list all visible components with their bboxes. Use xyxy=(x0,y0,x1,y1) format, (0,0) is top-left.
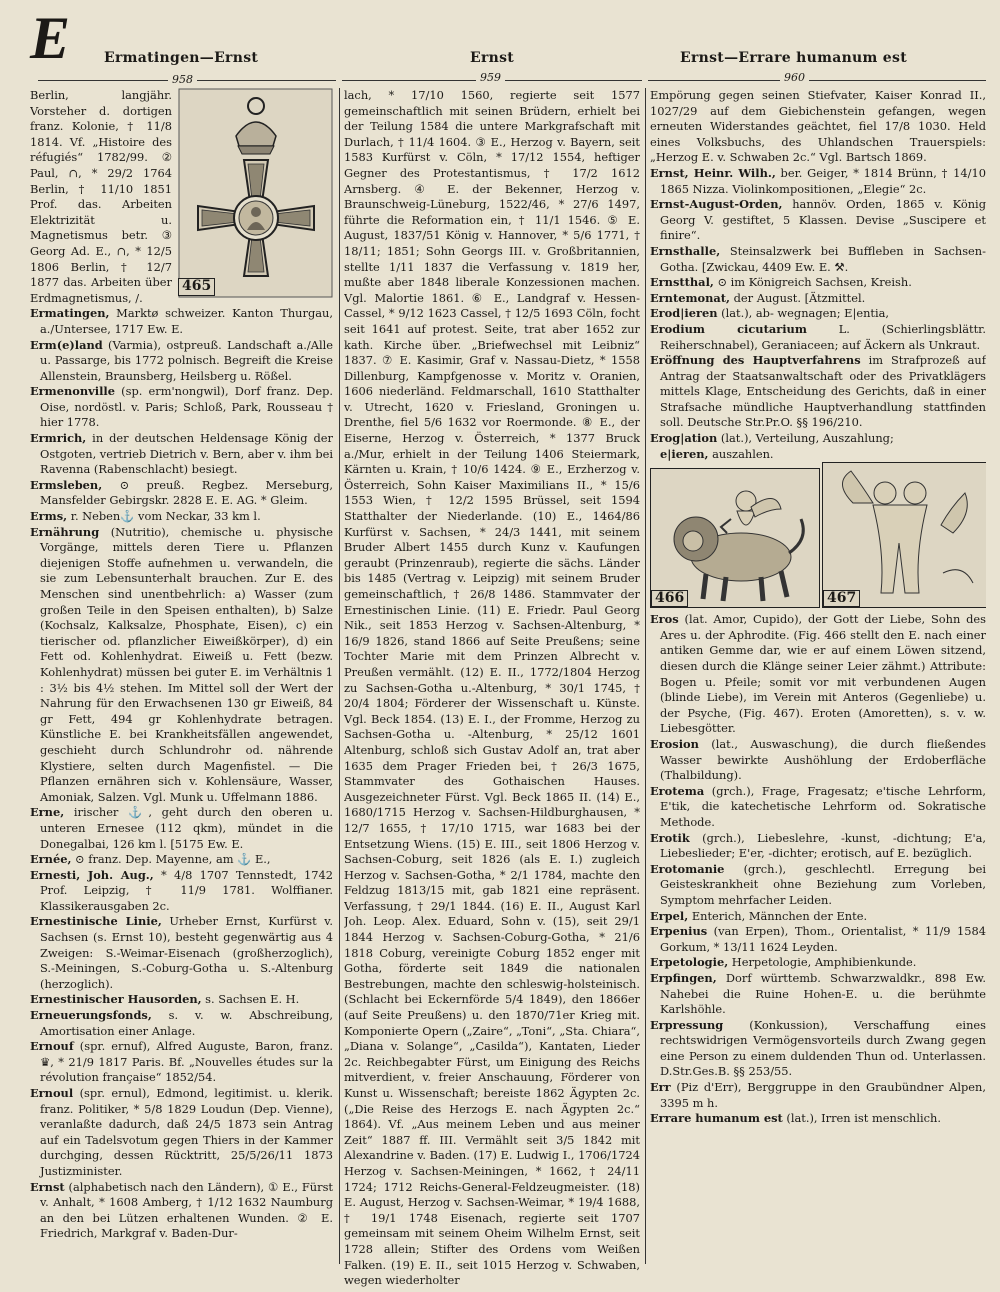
headword: Erpel, xyxy=(650,908,689,923)
headword: Ermatingen, xyxy=(30,306,110,321)
column-divider-1 xyxy=(339,88,340,1264)
entry-text: (grch.), Frage, Fragesatz; e'tische Lehrform, E'tik, die katechetische Lehrform od. Sokratische Methode. xyxy=(660,783,986,829)
entry-text: ⊙ franz. Dep. Mayenne, am ⚓ E., xyxy=(71,852,271,867)
entry-eros xyxy=(650,612,986,737)
entry-erntemonat xyxy=(650,291,986,307)
entry-errare xyxy=(650,1111,986,1127)
order-cross-icon xyxy=(178,88,333,298)
headword: Ermsleben, xyxy=(30,477,103,492)
entry-text: * 4/8 1707 Tennstedt, 1742 Prof. Leipzig, † 11/9 1781. Wolffianer. Klassikerausgaben 2c. xyxy=(40,867,333,913)
headword: Ernouf xyxy=(30,1039,74,1054)
headword: Erodium cicutarium xyxy=(650,321,807,336)
entry-ernst-heinr xyxy=(650,166,986,197)
page-number-right: 960 xyxy=(780,71,809,84)
entry-ermatingen xyxy=(30,306,333,337)
headword: Erntemonat, xyxy=(650,290,731,305)
entry-ernee xyxy=(30,852,333,868)
entry-continuation: Empörung gegen seinen Stiefvater, Kaiser Konrad II., 1027/29 auf dem Giebichenstein gefangen, wegen erneuten Widerstandes geächtet, fiel 17/8 1030. Held eines Volksbuchs, des Uhlandschen Trauerspiels: „Herzog E. v. Schwaben 2c.“ Vgl. Bartsch 1869. xyxy=(650,88,986,165)
figure-467 xyxy=(822,462,986,608)
headword: Ernoul xyxy=(30,1086,74,1100)
entry-text: ⊙ preuß. Regbez. Merseburg, Mansfelder Gebirgskr. 2828 E. E. AG. * Gleim. xyxy=(40,477,333,508)
entry-text: hannöv. Orden, 1865 v. König Georg V. gestiftet, 5 Klassen. Devise „Suscipere et finire“. xyxy=(660,197,986,243)
entry-text: (lat., Auswaschung), die durch fließendes Wasser bewirkte Aushöhlung der Erdoberfläche (Thalbildung). xyxy=(660,737,986,783)
entry-text: (spr. ernul), Edmond, legitimist. u. klerik. franz. Politiker, * 5/8 1829 Loudun (Dep. Vienne), veranlaßte dadurch, daß 24/5 1873 sein Antrag auf ein Tadelsvotum gegen Thiers in der Kammer durchging, dessen Rücktritt, 25/5/26/11 1873 Justizminister. xyxy=(40,1086,333,1178)
headword: Erotomanie xyxy=(650,861,725,876)
entry-text: L. (Schierlingsblättr. Reiherschnabel), Geraniaceen; auf Äckern als Unkraut. xyxy=(660,321,986,352)
entry-erotema xyxy=(650,784,986,831)
headword: Ernesti, Joh. Aug., xyxy=(30,867,154,882)
headword: Erog|ation xyxy=(650,431,718,446)
header-rule-right xyxy=(648,80,986,81)
figures-466-467 xyxy=(650,462,986,612)
headword: Ermenonville xyxy=(30,384,115,399)
entry-text: (lat.), ab- wegnagen; E|entia, xyxy=(717,306,890,321)
entry-ernestinischer-hausorden xyxy=(30,992,333,1008)
entry-ernouf xyxy=(30,1039,333,1086)
entry-ernaehrung xyxy=(30,525,333,806)
headword: Erne, xyxy=(30,805,65,820)
entry-erne xyxy=(30,805,333,852)
cherubs-embrace-icon xyxy=(823,463,986,607)
entry-erotomanie xyxy=(650,862,986,909)
entry-text: Enterich, Männchen der Ente. xyxy=(688,908,868,923)
headword: Erod|ieren xyxy=(650,306,718,321)
headword: e|ieren, xyxy=(660,446,709,461)
entry-text: Steinsalzwerk bei Buffleben in Sachsen-Gotha. [Zwickau, 4409 Ew. E. ⚒. xyxy=(660,243,986,274)
headword: Eröffnung des Hauptverfahrens xyxy=(650,353,861,368)
headword: Ernst-August-Orden, xyxy=(650,197,783,212)
headword: Erneuerungsfonds, xyxy=(30,1008,152,1023)
figure-465-number: 465 xyxy=(178,278,215,296)
entry-text: (sp. erm'nongwil), Dorf franz. Dep. Oise, nordöstl. v. Paris; Schloß, Park, Rousseau † hier 1778. xyxy=(40,384,333,430)
headword: Erpenius xyxy=(650,924,708,939)
entry-text: r. Neben⚓ vom Neckar, 33 km l. xyxy=(67,509,261,524)
headword: Ermrich, xyxy=(30,431,87,446)
section-letter: E xyxy=(30,5,71,71)
entry-erpetologie xyxy=(650,955,986,971)
figure-466-number: 466 xyxy=(651,590,688,608)
entry-text: (grch.), Liebeslehre, -kunst, -dichtung; E'a, Liebeslieder; E'er, -dichter; erotisch, auf E. bezüglich. xyxy=(660,830,986,861)
figure-465 xyxy=(178,88,333,298)
column-1 xyxy=(30,88,333,1292)
entry-erosion xyxy=(650,737,986,784)
entry-text: ⊙ im Königreich Sachsen, Kreish. xyxy=(713,275,912,290)
headword: Ernestinische Linie, xyxy=(30,914,162,929)
entry-text: (Konkussion), Verschaffung eines rechtswidrigen Vermögensvorteils durch Zwang gegen eine Person zu einem duldenden Thun od. Unterlassen. D.Str.Ges.B. §§ 253/55. xyxy=(660,1017,986,1079)
headword: Errare humanum est xyxy=(650,1111,783,1126)
entry-text: in der deutschen Heldensage König der Ostgoten, vertrieb Dietrich v. Bern, aber v. ihm bei Ravenna (Rabenschlacht) besiegt. xyxy=(40,431,333,477)
entry-text: (spr. ernuf), Alfred Auguste, Baron, franz. ♛, * 21/9 1817 Paris. Bf. „Nouvelles études sur la révolution française“ 1852/54. xyxy=(40,1039,333,1085)
column-3 xyxy=(650,88,986,1292)
entry-text: s. Sachsen E. H. xyxy=(201,992,300,1007)
entry-text: (lat.), Irren ist menschlich. xyxy=(782,1111,941,1126)
cherub-lion-icon xyxy=(651,469,819,607)
entry-text: Marktø schweizer. Kanton Thurgau, a./Untersee, 1717 Ew. E. xyxy=(40,306,333,336)
entry-erms xyxy=(30,509,333,525)
entry-text: (lat.), Verteilung, Auszahlung; xyxy=(717,431,894,446)
header-right: Ernst—Errare humanum est xyxy=(680,50,907,66)
entry-ernst-continued: lach, * 17/10 1560, regierte seit 1577 gemeinschaftlich mit seinen Brüdern, erhielt bei der Teilung 1584 die untere Markgrafschaft mit Durlach, † 11/4 1604. ③ E., Herzog v. Bayern, seit 1583 Kurfürst v. Cöln, * 17/12 1554, heftiger Gegner des Protestantismus, † 17/2 1612 Arnsberg. ④ E. der Bekenner, Herzog v. Braunschweig-Lüneburg, 1522/46, * 27/6 1497, führte die Reformation ein, † 11/1 1546. ⑤ E. August, 1837/51 König v. Hannover, * 5/6 1771, † 18/11; 1851; Sohn Georgs III. v. Großbritannien, stellte 1/11 1837 die Verfassung v. 1819 her, mußte aber 1848 liberale Konzessionen machen. Vgl. Malortie 1861. ⑥ E., Landgraf v. Hessen-Cassel, * 9/12 1623 Cassel, † 12/5 1693 Cöln, focht seit 1641 auf protest. Seite, trat aber 1652 zur kath. Kirche über. „Briefwechsel mit Leibniz“ 1837. ⑦ E. Kasimir, Graf v. Nassau-Dietz, * 1558 Dillenburg, Kampfgenosse v. Moritz v. Oranien, 1606 niederländ. Feldmarschall, 1610 Statthalter v. Utrecht, 1620 v. Friesland, Groningen u. Drenthe, fiel 5/6 1632 vor Roermonde. ⑧ E., der Eiserne, Herzog v. Österreich, * 1377 Bruck a./Mur, erhielt in der Teilung 1406 Steiermark, Kärnten u. Krain, † 10/6 1424. ⑨ E., Erzherzog v. Österreich, Sohn Kaiser Maximilians II., * 15/6 1553 Wien, † 12/2 1595 Brüssel, seit 1594 Statthalter der Niederlande. (10) E., 1464/86 Kurfürst v. Sachsen, * 24/3 1441, mit seinem Bruder Albert 1455 durch Kunz v. Kaufungen geraubt (Prinzenraub), regierte die sächs. Länder bis 1485 (Vertrag v. Leipzig) mit seinem Bruder gemeinschaftlich, † 26/8 1486. Stammvater der Ernestinischen Linie. (11) E. Friedr. Paul Georg Nik., seit 1853 Herzog v. Sachsen-Altenburg, * 16/9 1826, stand 1866 auf Seite Preußens; seine Tochter Marie mit dem Prinzen Albrecht v. Preußen vermählt. (12) E. II., 1772/1804 Herzog zu Sachsen-Gotha u.-Altenburg, * 30/1 1745, † 20/4 1804; Förderer der Wissenschaft u. Künste. Vgl. Beck 1854. (13) E. I., der Fromme, Herzog zu Sachsen-Gotha u. -Altenburg, * 25/12 1601 Altenburg, schloß sich Gustav Adolf an, trat aber 1635 dem Prager Frieden bei, † 26/3 1675, Stammvater des Gothaischen Hauses. Ausgezeichneter Fürst. Vgl. Beck 1865 II. (14) E., 1680/1715 Herzog v. Sachsen-Hildburghausen, * 12/7 1655, † 17/10 1715, war 1683 bei der Entsetzung Wiens. (15) E. III., seit 1806 Herzog v. Sachsen-Coburg, seit 1826 (als E. I.) zugleich Herzog v. Sachsen-Gotha, * 2/1 1784, machte den Feldzug 1813/15 mit, gab 1821 eine repräsent. Verfassung, † 29/1 1844. (16) E. II., August Karl Joh. Leop. Alex. Eduard, Sohn v. (15), seit 29/1 1844 Herzog v. Sachsen-Coburg-Gotha, * 21/6 1818 Coburg, vereinigte Coburg 1852 enger mit Gotha, förderte seit 1849 die nationalen Bestrebungen, machte den schleswig-holsteinisch. (Schlacht bei Eckernförde 5/4 1849), den 1866er (auf Seite Preußens) u. den 1870/71er Krieg mit. Komponierte Opern („Zaire“, „Toni“, „Sta. Chiara“, „Diana v. Solange“, „Casilda“), Kantaten, Lieder 2c. Reichbegabter Fürst, um Einigung des Reichs mitverdient, v. freier Anschauung, Förderer von Kunst u. Wissenschaft; bereiste 1862 Ägypten 2c. („Die Reise des Herzogs E. nach Ägypten 2c.“ 1864). Vf. „Aus meinem Leben und aus meiner Zeit“ 1887 ff. III. Vermählt seit 3/5 1842 mit Alexandrine v. Baden. (17) E. Ludwig I., 1706/1724 Herzog v. Sachsen-Meiningen, * 1662, † 24/11 1724; 1712 Reichs-General-Feldzeugmeister. (18) E. August, Herzog v. Sachsen-Weimar, * 19/4 1688, † 19/1 1748 Eisenach, regierte seit 1707 gemeinsam mit seinem Oheim Wilhelm Ernst, seit 1728 allein; Stifter des Ordens vom Weißen Falken. (19) E. II., seit 1015 Herzog v. Schwaben, wegen wiederholter xyxy=(344,88,640,1288)
headword: Ernestinischer Hausorden, xyxy=(30,992,202,1007)
page-number-center: 959 xyxy=(476,71,505,84)
entry-ernoul xyxy=(30,1086,333,1180)
headword: Ernsthalle, xyxy=(650,243,721,258)
entry-ernst-august-orden xyxy=(650,197,986,244)
headword: Erotik xyxy=(650,830,690,845)
entry-text: auszahlen. xyxy=(708,446,774,461)
headword: Erpfingen, xyxy=(650,970,717,985)
entry-text: (grch.), geschlechtl. Erregung bei Geisteskrankheit ohne Beziehung zum Vorleben, Symptom mehrfacher Leiden. xyxy=(660,861,986,907)
entry-erpressung xyxy=(650,1018,986,1080)
headword: Erpetologie, xyxy=(650,955,729,970)
entry-erodium xyxy=(650,322,986,353)
entry-ernst xyxy=(30,1180,333,1242)
entry-erodieren xyxy=(650,306,986,322)
entry-ermeland xyxy=(30,338,333,385)
entry-text: (Varmia), ostpreuß. Landschaft a./Alle u. Passarge, bis 1772 polnisch. Begreift die Kreise Allenstein, Braunsberg, Heilsberg u. Rößel. xyxy=(40,337,333,383)
headword: Ernährung xyxy=(30,524,100,539)
entry-text: (Nutritio), chemische u. physische Vorgänge, mittels deren Tiere u. Pflanzen diejenigen Stoffe aufnehmen u. verwandeln, die sie zum Lebensunterhalt brauchen. Zur E. des Menschen sind unentbehrlich: a) Wasser (zum großen Teile in den Speisen enthalten), b) Salze (Kochsalz, Kalksalze, Phosphate, Eisen), c) ein tierischer od. pflanzlicher Eiweißkörper), d) ein Fett od. Kohlenhydrat. Eiweiß u. Fett (bezw. Kohlenhydrat) müssen bei guter E. im Verhältnis 1 : 3½ bis 4½ stehen. Im Mittel soll der Wert der Nahrung für den Erwachsenen 130 gr Eiweiß, 84 gr Fett, 494 gr Kohlenhydrate betragen. Künstliche E. bei Krankheitsfällen angewendet, geschieht durch Schlundrohr od. nährende Klystiere, selten durch Magenfistel. — Die Pflanzen ernähren sich v. Kohlensäure, Wasser, Amoniak, Salzen. Vgl. Munk u. Uffelmann 1886. xyxy=(40,524,333,804)
headword: Erosion xyxy=(650,737,699,751)
entry-ernsthalle xyxy=(650,244,986,275)
entry-text: der August. [Ätzmittel. xyxy=(730,290,866,305)
headword: Erms, xyxy=(30,509,68,524)
entry-text: Herpetologie, Amphibienkunde. xyxy=(728,955,917,970)
column-2 xyxy=(344,88,640,1292)
entry-ernstthal xyxy=(650,275,986,291)
entry-ermsleben xyxy=(30,478,333,509)
entry-erpel xyxy=(650,909,986,925)
headword: Erm(e)land xyxy=(30,337,103,352)
headword: Err xyxy=(650,1080,671,1095)
entry-text: s. v. w. Abschreibung, Amortisation einer Anlage. xyxy=(40,1008,333,1038)
headword: Ernst xyxy=(30,1179,65,1194)
figure-467-number: 467 xyxy=(823,590,860,608)
entry-text: im Strafprozeß auf Antrag der Staatsanwaltschaft oder des Privatklägers mittels Klage, Entscheidung des Gerichts, daß in einer Strafsache mündliche Hauptverhandlung stattfinden soll. Deutsche Str.Pr.O. §§ 196/210. xyxy=(660,353,986,430)
entry-erotik xyxy=(650,831,986,862)
entry-text: irischer ⚓, geht durch den oberen u. unteren Ernesee (112 qkm), mündet in die Donegalbai, 126 km l. [5175 Ew. E. xyxy=(40,805,333,851)
entry-erpenius xyxy=(650,924,986,955)
entry-erogation xyxy=(650,431,986,462)
entry-text: (lat. Amor, Cupido), der Gott der Liebe, Sohn des Ares u. der Aphrodite. (Fig. 466 stellt den E. nach einer antiken Gemme dar, wie er auf einem Löwen sitzend, diesen durch die Klänge seiner Leier zähmt.) Attribute: Bogen u. Pfeile; somit vor mit verbundenen Augen (blinde Liebe), im Verein mit Anteros (Gegenliebe) u. der Psyche, (Fig. 467). Eroten (Amoretten), s. v. w. Liebesgötter. xyxy=(660,612,986,736)
header-center: Ernst xyxy=(470,50,515,66)
headword: Eros xyxy=(650,612,679,627)
entry-eroeffnung xyxy=(650,353,986,431)
headword: Erotema xyxy=(650,783,705,798)
entry-ernesti xyxy=(30,868,333,915)
entry-erpfingen xyxy=(650,971,986,1018)
headword: Ernée, xyxy=(30,852,72,867)
entry-ernestinische-linie xyxy=(30,914,333,992)
column-divider-2 xyxy=(645,88,646,1264)
entry-text: (alphabetisch nach den Ländern), ① E., Fürst v. Anhalt, * 1608 Amberg, † 1/12 1632 Naumburg an den bei Lützen erhaltenen Wunden. ② E. Friedrich, Markgraf v. Baden-Dur- xyxy=(40,1179,333,1241)
headword: Erpressung xyxy=(650,1017,724,1032)
entry-text: (van Erpen), Thom., Orientalist, * 11/9 1584 Gorkum, * 13/11 1624 Leyden. xyxy=(660,924,986,954)
entry-text: Urheber Ernst, Kurfürst v. Sachsen (s. Ernst 10), besteht gegenwärtig aus 4 Zweigen: S.-Weimar-Eisenach (großherzoglich), S.-Meiningen, S.-Coburg-Gotha u. S.-Altenburg (herzoglich). xyxy=(40,914,333,991)
headword: Ernst, Heinr. Wilh., xyxy=(650,165,776,180)
entry-text: (Piz d'Err), Berggruppe in den Graubündner Alpen, 3395 m h. xyxy=(660,1080,986,1110)
entry-ermenonville xyxy=(30,384,333,431)
entry-erneuerungsfonds xyxy=(30,1008,333,1039)
entry-err xyxy=(650,1080,986,1111)
headword: Ernstthal, xyxy=(650,275,714,290)
entry-continuation: Berlin, langjähr. Vorsteher d. dortigen franz. Kolonie, † 11/8 1814. Vf. „Histoire des réfugiés“ 1782/99. ② Paul, ∩, * 29/2 1764 Berlin, † 11/10 1851 Prof. das. Arbeiten Elektrizität u. Magnetismus betr. ③ Georg Ad. E., ∩, * 12/5 1806 Berlin, † 12/7 1877 das. Arbeiten über Erdmagnetismus, /. xyxy=(30,88,172,305)
entry-ermrich xyxy=(30,431,333,478)
page-number-left: 958 xyxy=(168,73,197,86)
header-left: Ermatingen—Ernst xyxy=(104,50,259,66)
entry-text: ber. Geiger, * 1814 Brünn, † 14/10 1865 Nizza. Violinkompositionen, „Elegie“ 2c. xyxy=(660,165,986,196)
entry-text: Dorf württemb. Schwarzwaldkr., 898 Ew. Nahebei die Ruine Hohen-E. u. die berühmte Karlshöhle. xyxy=(660,970,986,1017)
figure-466 xyxy=(650,468,820,608)
